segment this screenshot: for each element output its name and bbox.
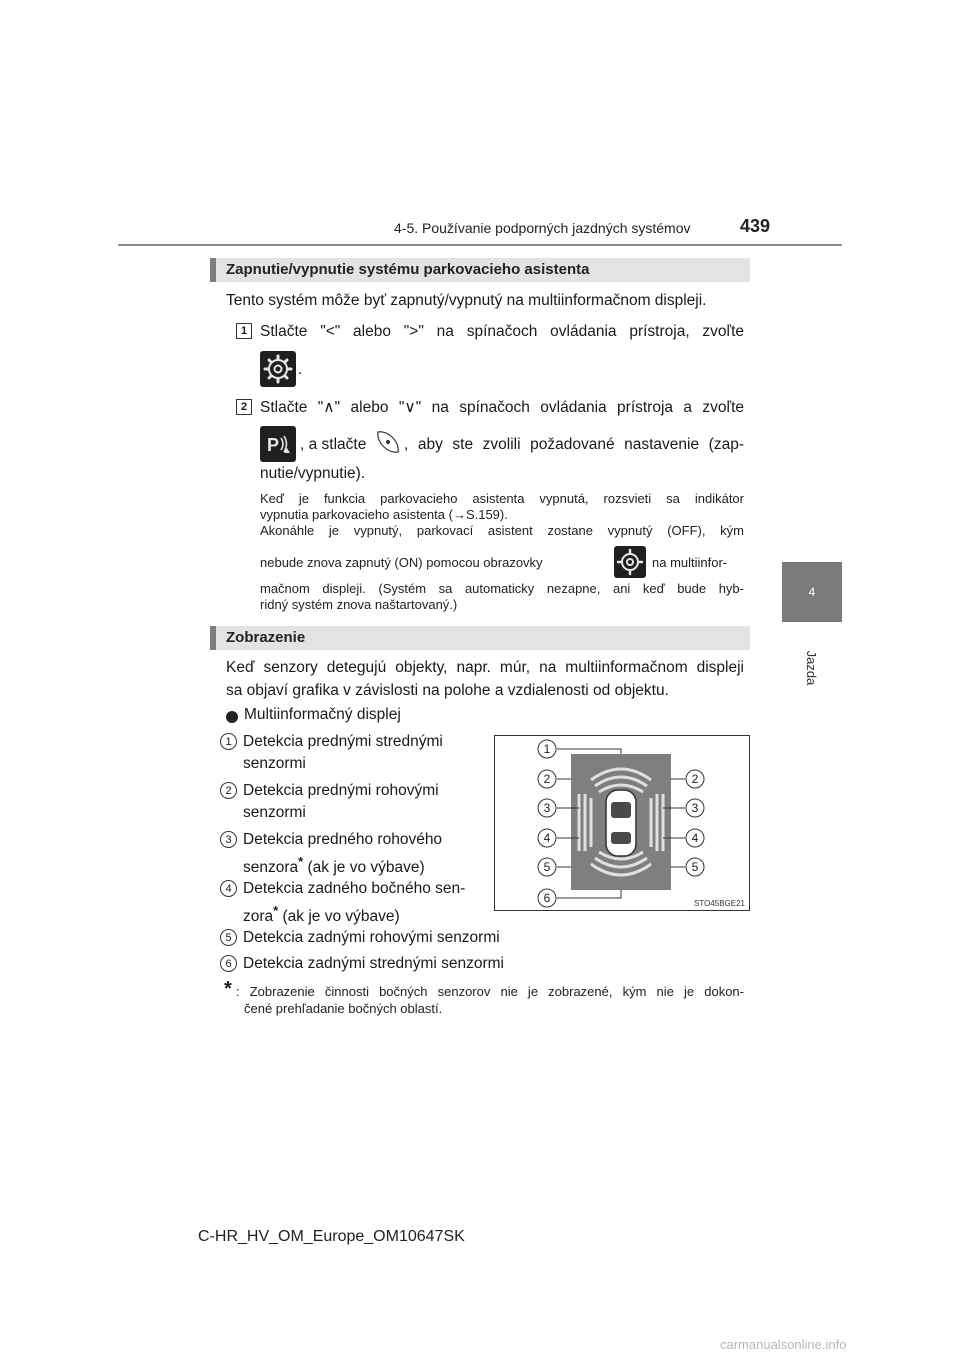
asterisk: * — [298, 854, 304, 869]
item-text: Detekcia prednými rohovými — [243, 782, 439, 799]
section-header-title: 4-5. Používanie podporných jazdných systémov — [394, 220, 691, 236]
footnote-text: čené prehľadanie bočných oblastí. — [244, 1001, 443, 1016]
item-text: Detekcia zadnými rohovými senzormi — [243, 929, 500, 946]
step-text-end: . — [298, 361, 303, 378]
figure-label-6: 6 — [543, 891, 551, 905]
note-text: na multiinfor- — [652, 555, 728, 570]
section-heading-bar — [210, 626, 750, 650]
chapter-number: 4 — [808, 585, 816, 599]
item-text — [243, 900, 400, 928]
item-text: Detekcia predného rohového — [243, 831, 443, 848]
section-intro: Tento systém môže byť zapnutý/vypnutý na multiinformačnom displeji. — [226, 292, 707, 309]
item-text: Detekcia zadnými strednými senzormi — [243, 955, 505, 972]
step-number: 1 — [236, 323, 252, 339]
item-number: 4 — [220, 880, 237, 897]
chapter-tab — [782, 562, 842, 622]
figure-label-3-right: 3 — [691, 801, 699, 815]
svg-text:P: P — [267, 435, 280, 455]
step-text: nutie/vypnutie). — [260, 465, 366, 482]
note-text: ridný systém znova naštartovaný.) — [260, 597, 458, 612]
watermark: carmanualsonline.info — [720, 1337, 847, 1352]
figure-label-2: 2 — [543, 772, 551, 786]
figure-label-4: 4 — [543, 831, 551, 845]
item-text-suffix: (ak je vo výbave) — [303, 859, 425, 877]
figure-label-3: 3 — [543, 801, 551, 815]
bullet-icon — [226, 711, 238, 723]
item-number: 5 — [220, 929, 237, 946]
step-text: Stlačte "∧" alebo "∨" na spínačoch ovládania prístroja a zvoľte — [260, 399, 744, 416]
step-text: Stlačte "<" alebo ">" na spínačoch ovládania prístroja, zvoľte — [260, 323, 744, 340]
asterisk: * — [273, 903, 279, 918]
note-text: Keď je funkcia parkovacieho asistenta vypnutá, rozsvieti sa indikátor — [260, 491, 744, 506]
section-heading: Zobrazenie — [226, 629, 306, 646]
footnote-text: : Zobrazenie činnosti bočných senzorov nie je zobrazené, kým nie je dokon- — [236, 984, 744, 999]
chapter-label: Jazda — [804, 650, 820, 686]
item-text: senzormi — [243, 804, 306, 821]
figure-label-1: 1 — [543, 742, 551, 756]
item-text: Detekcia prednými strednými — [243, 733, 443, 750]
enter-button-icon — [372, 426, 404, 458]
page-number: 439 — [740, 216, 771, 236]
gear-icon — [614, 546, 646, 578]
figure-label-5: 5 — [543, 860, 551, 874]
step-text: , aby ste zvolili požadované nastavenie (zap- — [404, 436, 744, 453]
bullet-text: Multiinformačný displej — [244, 706, 401, 723]
item-text-word: senzora — [243, 859, 299, 877]
note-text: nebude znova zapnutý (ON) pomocou obrazovky — [260, 555, 543, 570]
item-number: 3 — [220, 831, 237, 848]
item-number: 1 — [220, 733, 237, 750]
gear-icon — [260, 351, 296, 387]
item-number: 2 — [220, 782, 237, 799]
step-number: 2 — [236, 399, 252, 415]
footnote-asterisk: * — [224, 978, 232, 1000]
item-text-word: zora — [243, 908, 274, 926]
item-text-suffix: (ak je vo výbave) — [278, 908, 400, 926]
item-text — [243, 851, 425, 879]
document-id: C-HR_HV_OM_Europe_OM10647SK — [198, 1228, 465, 1245]
figure-label-5-right: 5 — [691, 860, 699, 874]
note-text: mačnom displeji. (Systém sa automaticky nezapne, ani keď bude hyb- — [260, 581, 744, 596]
figure-label-4-right: 4 — [691, 831, 699, 845]
step-text: , a stlačte — [300, 436, 367, 453]
header-divider — [118, 244, 842, 246]
item-number: 6 — [220, 955, 237, 972]
note-text: vypnutia parkovacieho asistenta (→S.159). — [260, 507, 508, 522]
item-text: senzormi — [243, 755, 306, 772]
figure-code: STO45BGE21 — [694, 899, 745, 908]
parking-sensor-figure — [494, 735, 750, 911]
note-text: Akonáhle je vypnutý, parkovací asistent zostane vypnutý (OFF), kým — [260, 523, 744, 538]
figure-label-2-right: 2 — [691, 772, 699, 786]
section-intro: sa objaví grafika v závislosti na polohe a vzdialenosti od objektu. — [226, 682, 669, 699]
section-heading-bar — [210, 258, 750, 282]
item-text: Detekcia zadného bočného sen- — [243, 880, 466, 897]
section-intro: Keď senzory detegujú objekty, napr. múr, na multiinformačnom displeji — [226, 659, 744, 676]
section-heading: Zapnutie/vypnutie systému parkovacieho asistenta — [226, 261, 590, 278]
parking-assist-icon — [260, 426, 296, 462]
